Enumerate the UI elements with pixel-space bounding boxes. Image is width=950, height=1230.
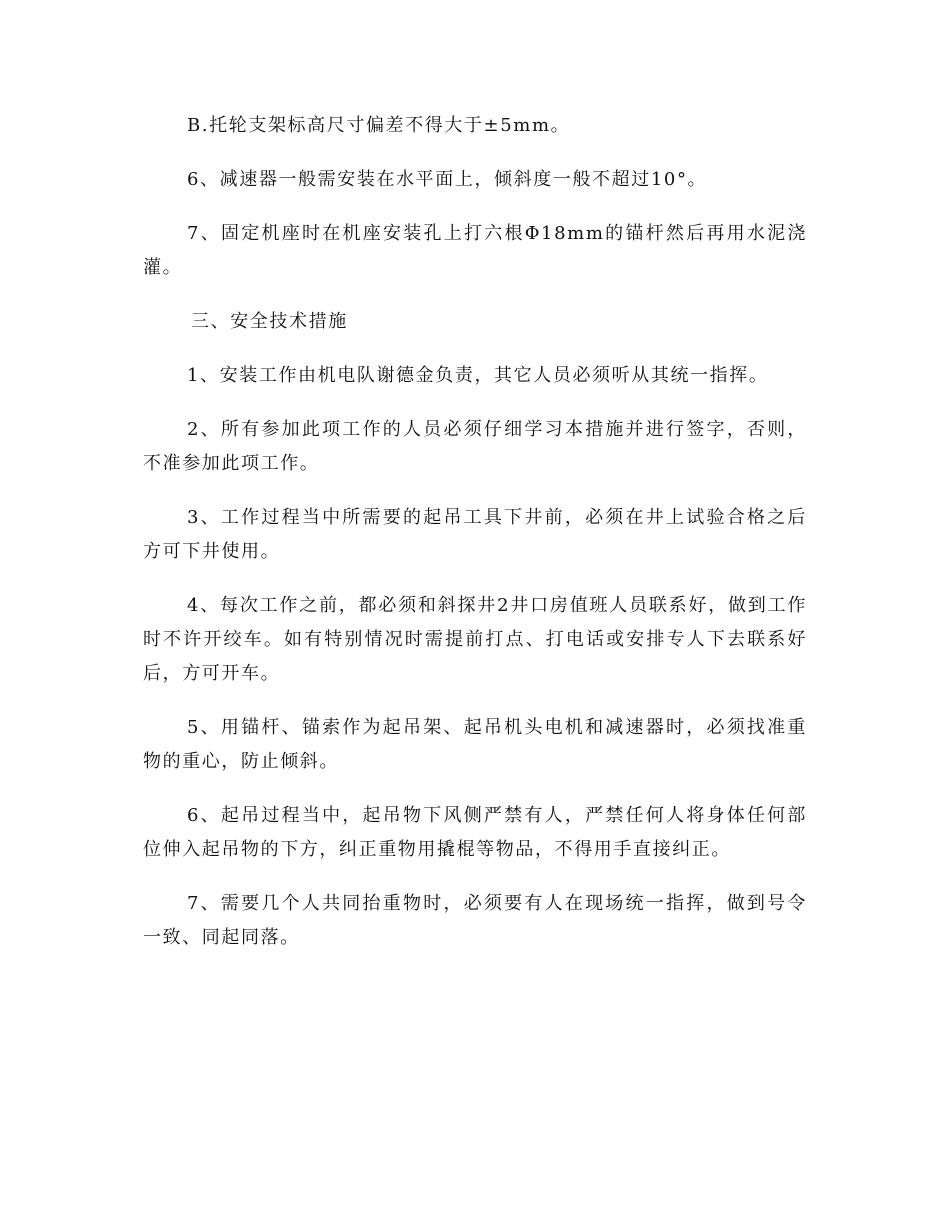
paragraph-tolerance: B.托轮支架标高尺寸偏差不得大于±5mm。	[187, 115, 571, 136]
section-heading-safety: 三、安全技术措施	[191, 311, 348, 332]
paragraph-safety-4: 4、每次工作之前，都必须和斜探井2井口房值班人员联系好，做到工作时不许开绞车。如有特别情况时需提前打点、打电话或安排专人下去联系好后，方可开车。	[143, 595, 807, 684]
paragraph-reducer-install: 6、减速器一般需安装在水平面上，倾斜度一般不超过10°。	[187, 169, 708, 190]
paragraph-safety-7: 7、需要几个人共同抬重物时，必须要有人在现场统一指挥，做到号令一致、同起同落。	[143, 893, 807, 948]
paragraph-safety-1: 1、安装工作由机电队谢德金负责，其它人员必须听从其统一指挥。	[187, 365, 769, 386]
paragraph-safety-3: 3、工作过程当中所需要的起吊工具下井前，必须在井上试验合格之后方可下井使用。	[143, 507, 807, 562]
paragraph-safety-6: 6、起吊过程当中，起吊物下风侧严禁有人，严禁任何人将身体任何部位伸入起吊物的下方，纠正重物用撬棍等物品，不得用手直接纠正。	[143, 805, 807, 860]
paragraph-safety-2: 2、所有参加此项工作的人员必须仔细学习本措施并进行签字，否则，不准参加此项工作。	[143, 419, 807, 474]
paragraph-base-fixing: 7、固定机座时在机座安装孔上打六根Φ18mm的锚杆然后再用水泥浇灌。	[143, 223, 807, 278]
paragraph-safety-5: 5、用锚杆、锚索作为起吊架、起吊机头电机和减速器时，必须找准重物的重心，防止倾斜。	[143, 717, 807, 772]
document-body	[143, 109, 807, 975]
